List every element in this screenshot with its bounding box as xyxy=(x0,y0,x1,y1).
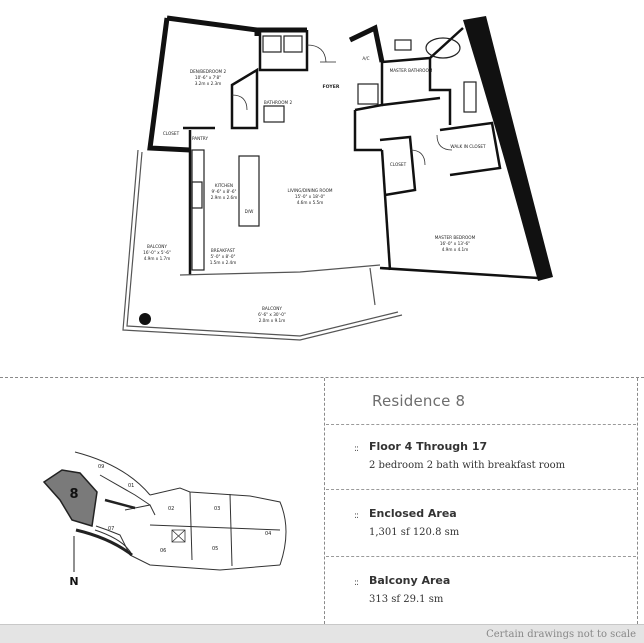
key-unit-03: 03 xyxy=(214,506,221,512)
balcony-divider xyxy=(370,268,375,305)
kitchen-island xyxy=(239,156,259,226)
bathtub xyxy=(426,38,460,58)
range xyxy=(192,182,202,208)
room-balcony1-metric: 4.9m x 1.7m xyxy=(143,256,171,261)
bath-sink xyxy=(395,40,411,50)
dryer xyxy=(284,36,302,52)
room-closet2-label: CLOSET xyxy=(389,162,407,167)
room-bath2-label: BATHROOM 2 xyxy=(263,100,293,105)
bullet-icon: :: xyxy=(354,511,359,521)
room-balcony2-label: BALCONY xyxy=(262,306,282,311)
key-unit-04: 04 xyxy=(265,531,272,537)
right-edge-divider xyxy=(637,378,638,624)
key-plan-drawing xyxy=(0,380,322,624)
floor-heading: Floor 4 Through 17 xyxy=(369,440,488,453)
wall-walkin xyxy=(440,123,500,175)
bullet-icon: :: xyxy=(354,578,359,588)
room-foyer-label: FOYER xyxy=(322,85,340,90)
room-kitchen-metric: 2.9m x 2.6m xyxy=(210,195,238,200)
room-kitchen-dims: 9'-6" x 8'-6" xyxy=(211,189,237,194)
room-balcony1-dims: 16'-0" x 5'-6" xyxy=(143,250,171,255)
bullet-icon: :: xyxy=(354,444,359,454)
footer-note: Certain drawings not to scale xyxy=(486,629,636,640)
key-unit-01: 01 xyxy=(128,483,135,489)
info-separator xyxy=(326,424,636,425)
room-masterbath-label: MASTER BATHROOM xyxy=(389,68,433,73)
room-closet1-label: CLOSET xyxy=(162,131,180,136)
building-outline-right xyxy=(150,488,286,565)
wall-bath2 xyxy=(232,70,257,128)
wall-master-bottom xyxy=(380,268,538,278)
unit-line-4 xyxy=(230,494,232,566)
room-breakfast-dims: 5'-0" x 8'-0" xyxy=(210,254,236,259)
enclosed-area-heading: Enclosed Area xyxy=(369,507,457,520)
wall-bath-bottom xyxy=(382,98,440,105)
wall-closet-top xyxy=(355,110,382,150)
kitchen-counter xyxy=(192,150,204,270)
room-ac-label: A/C xyxy=(362,56,370,61)
residence-title: Residence 8 xyxy=(372,392,466,410)
key-unit-09: 09 xyxy=(98,464,105,470)
balcony-edge xyxy=(180,265,380,275)
key-unit-02: 02 xyxy=(168,506,175,512)
room-den-metric: 3.2m x 2.3m xyxy=(194,81,222,86)
washer xyxy=(263,36,281,52)
entry-door xyxy=(307,45,326,62)
shower xyxy=(358,84,378,104)
room-living-dims: 15'-0" x 18'-0" xyxy=(294,194,326,199)
unit-line-3 xyxy=(190,492,192,560)
info-separator xyxy=(326,489,636,490)
room-balcony2-metric: 2.0m x 9.1m xyxy=(258,318,286,323)
bath2-door xyxy=(232,95,247,110)
key-plan xyxy=(0,380,322,624)
wall-living-right xyxy=(382,150,390,270)
balcony-column xyxy=(139,313,151,325)
corridor-line xyxy=(150,525,280,530)
wall-bath-inner xyxy=(430,58,450,125)
room-den-dims: 10'-6" x 7'8" xyxy=(194,75,222,80)
balcony-area-value: 313 sf 29.1 sm xyxy=(369,594,444,605)
room-kitchen-label: KITCHEN xyxy=(214,183,234,188)
room-balcony2-dims: 6'-6" x 30'-0" xyxy=(258,312,286,317)
footer-bar xyxy=(0,624,644,643)
info-separator xyxy=(326,556,636,557)
room-master-metric: 4.9m x 4.1m xyxy=(441,247,469,252)
room-living-label: LIVING/DINING ROOM xyxy=(287,188,333,193)
key-balcony-inner xyxy=(105,500,135,508)
key-unit-05: 05 xyxy=(212,546,219,552)
room-breakfast-metric: 1.5m x 2.4m xyxy=(209,260,237,265)
enclosed-area-value: 1,301 sf 120.8 sm xyxy=(369,527,460,538)
room-dw-label: D/W xyxy=(244,209,254,214)
room-pantry-label: PANTRY xyxy=(191,136,209,141)
key-unit-07: 07 xyxy=(108,526,115,532)
residence-info xyxy=(326,380,636,624)
room-living-metric: 4.6m x 5.5m xyxy=(296,200,324,205)
floor-description: 2 bedroom 2 bath with breakfast room xyxy=(369,460,566,471)
building-outline-bottom xyxy=(130,555,280,570)
room-master-label: MASTER BEDROOM xyxy=(434,235,476,240)
room-walkin-label: WALK IN CLOSET xyxy=(450,144,486,149)
room-breakfast-label: BREAKFAST xyxy=(210,248,236,253)
north-label: N xyxy=(69,575,79,588)
room-den-label: DEN/BEDROOM 2 xyxy=(189,69,227,74)
room-balcony1-label: BALCONY xyxy=(147,244,167,249)
balcony-area-heading: Balcony Area xyxy=(369,574,451,587)
column-divider xyxy=(324,378,325,624)
elevator-core xyxy=(172,530,185,542)
key-unit-06: 06 xyxy=(160,548,167,554)
bath2-sink xyxy=(264,106,284,122)
bath-tiles xyxy=(464,82,476,112)
section-divider xyxy=(0,377,644,378)
key-unit-8: 8 xyxy=(69,487,79,502)
room-master-dims: 16'-0" x 13'-6" xyxy=(439,241,471,246)
wall-den-top xyxy=(167,18,257,36)
